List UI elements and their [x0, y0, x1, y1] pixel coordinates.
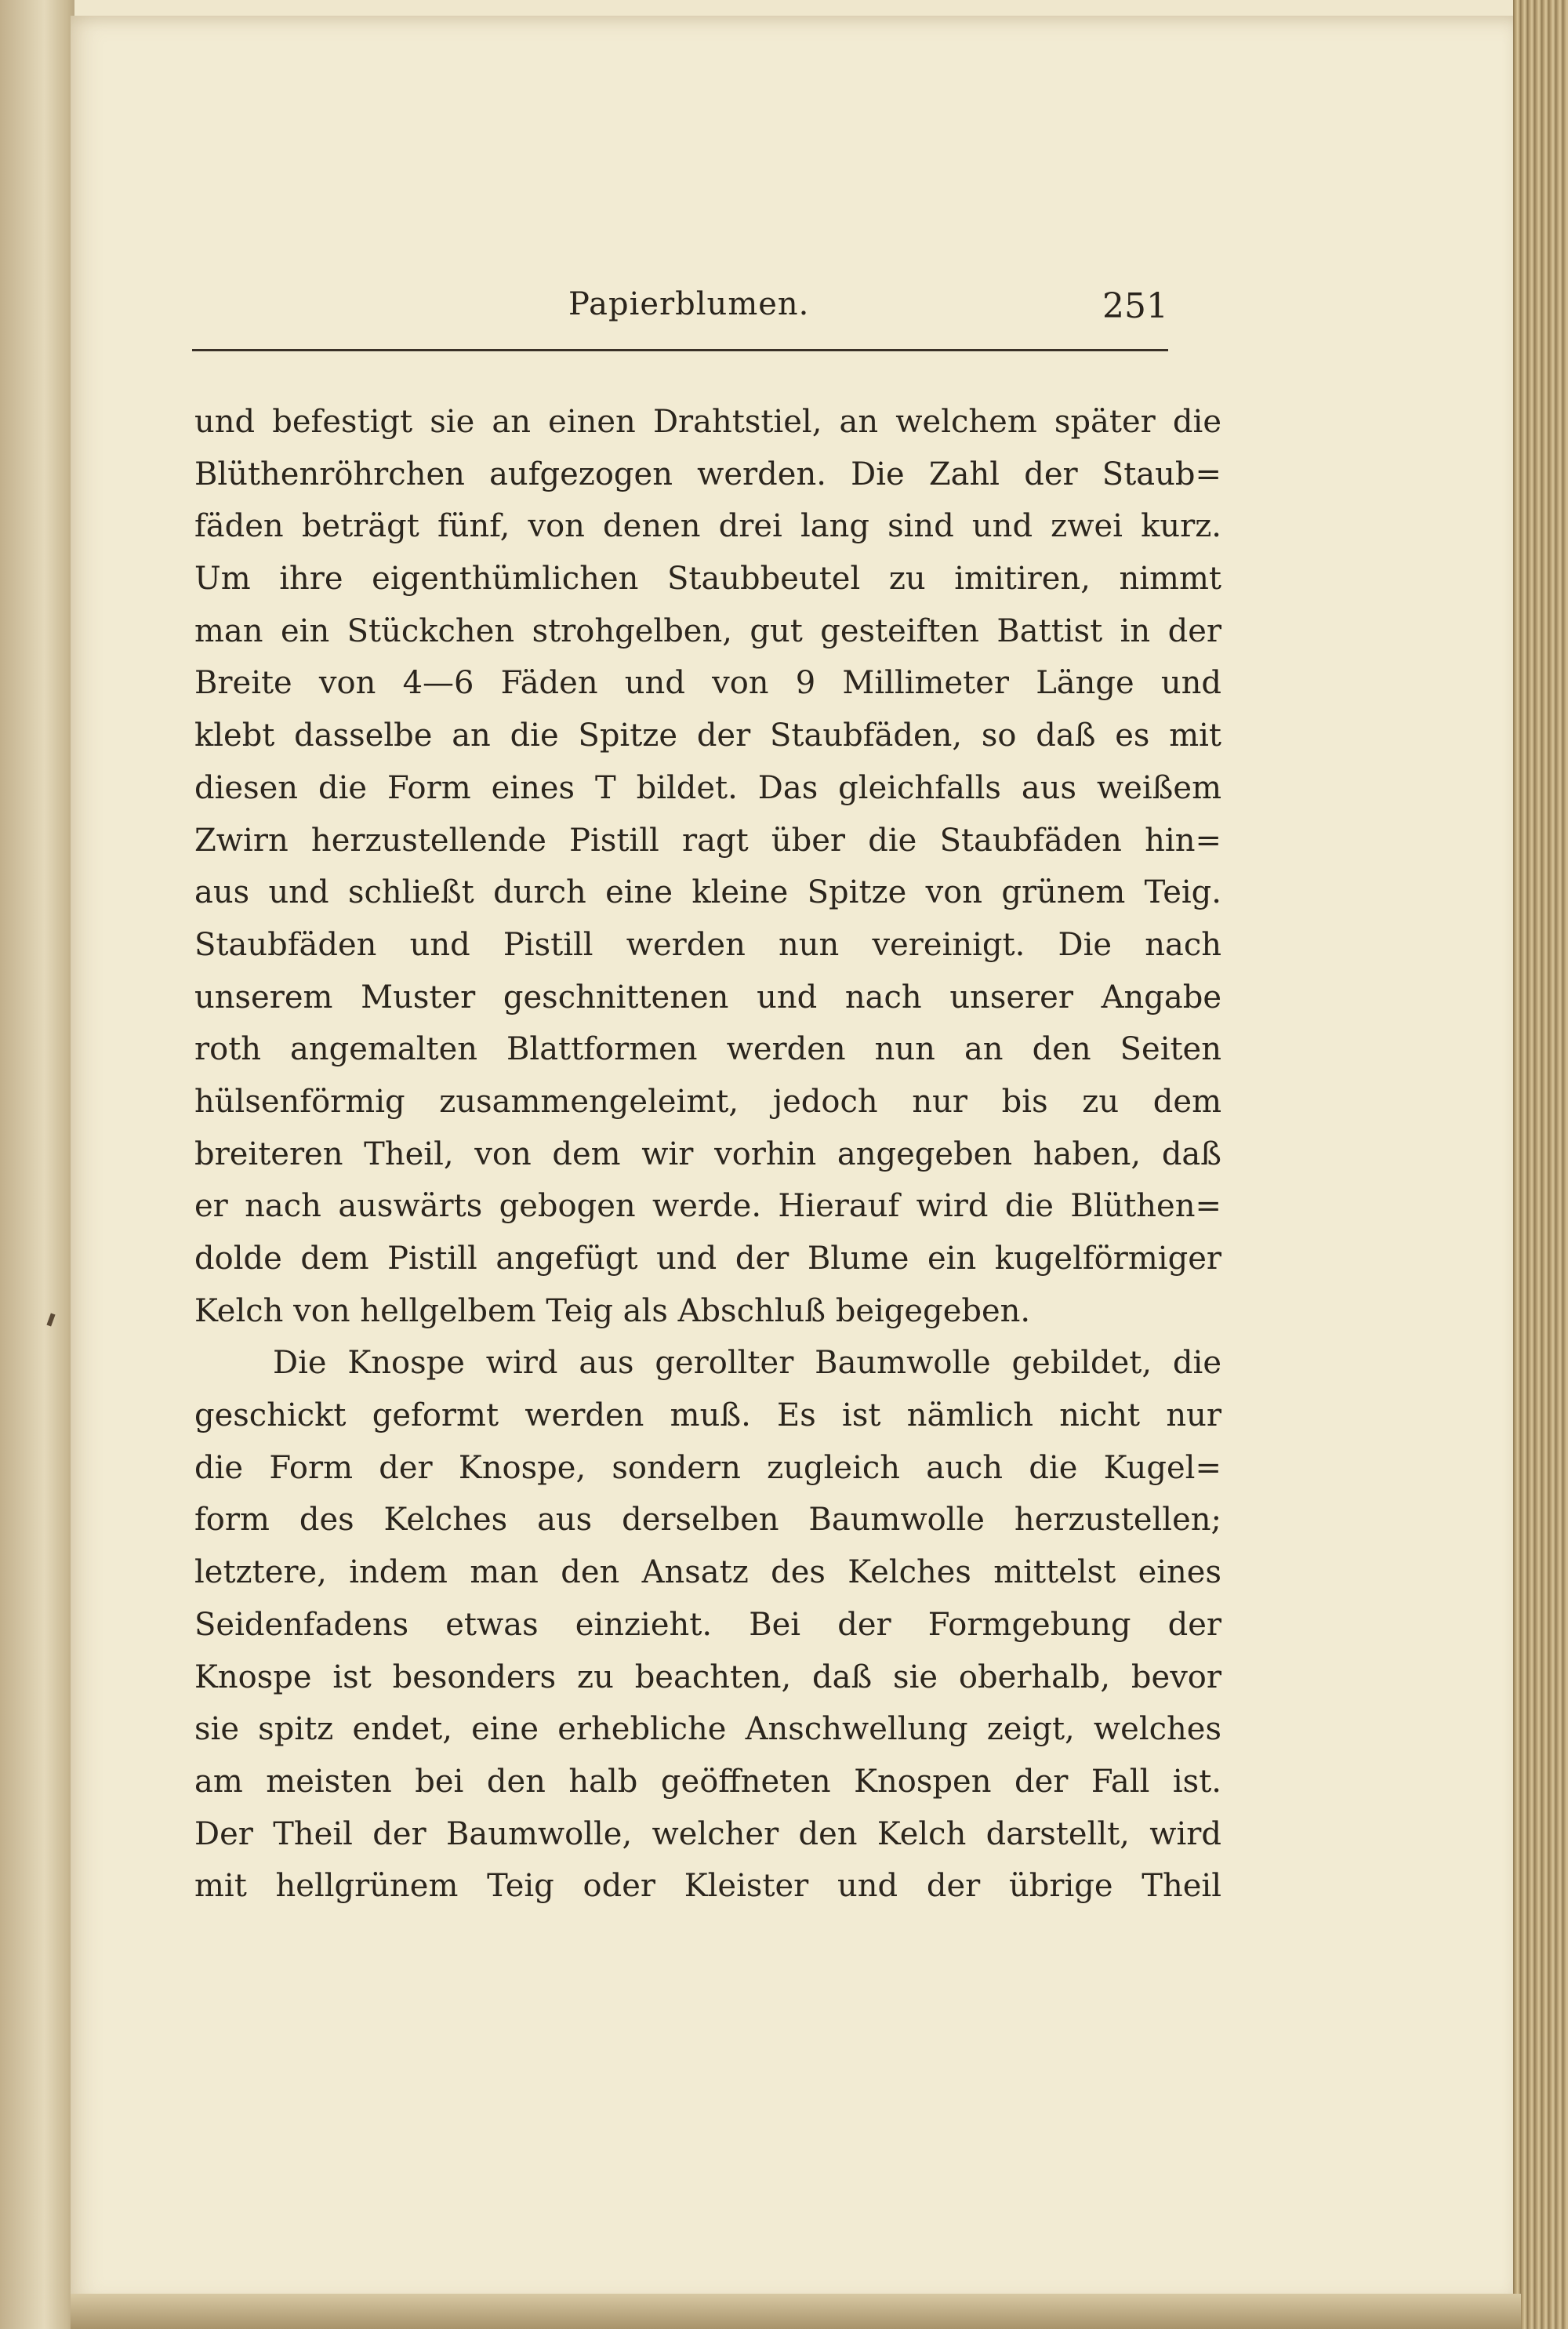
header-rule [192, 349, 1168, 351]
page-bottom-edge [71, 2294, 1521, 2329]
text-line: Blüthenröhrchen aufgezogen werden. Die Zahl der Staub= [194, 456, 1221, 492]
text-line: sie spitz endet, eine erhebliche Anschwellung zeigt, welches [194, 1711, 1221, 1748]
text-line: letztere, indem man den Ansatz des Kelches mittelst eines [194, 1554, 1221, 1591]
text-line: Die Knospe wird aus gerollter Baumwolle gebildet, die [273, 1345, 1221, 1382]
text-line: form des Kelches aus derselben Baumwolle herzustellen; [194, 1502, 1221, 1539]
previous-page-edge [0, 0, 74, 2329]
text-line: fäden beträgt fünf, von denen drei lang sind und zwei kurz. [194, 508, 1221, 545]
text-line: er nach auswärts gebogen werde. Hierauf wird die Blüthen= [194, 1188, 1221, 1225]
text-line: diesen die Form eines T bildet. Das gleichfalls aus weißem [194, 769, 1221, 806]
text-line: dolde dem Pistill angefügt und der Blume ein kugelförmiger [194, 1241, 1221, 1277]
text-line: Der Theil der Baumwolle, welcher den Kelch darstellt, wird [194, 1815, 1221, 1852]
running-title: Papierblumen. [568, 286, 810, 322]
body-text [194, 396, 1221, 1913]
text-line: mit hellgrünem Teig oder Kleister und der übrige Theil [194, 1868, 1221, 1905]
text-line: und befestigt sie an einen Drahtstiel, an welchem später die [194, 404, 1221, 440]
text-line: Um ihre eigenthümlichen Staubbeutel zu imitiren, nimmt [194, 561, 1221, 598]
text-line: aus und schließt durch eine kleine Spitze von grünem Teig. [194, 874, 1221, 911]
text-line: breiteren Theil, von dem wir vorhin angegeben haben, daß [194, 1135, 1221, 1172]
text-line: Knospe ist besonders zu beachten, daß sie oberhalb, bevor [194, 1659, 1221, 1695]
page-number: 251 [1102, 286, 1168, 326]
text-line: die Form der Knospe, sondern zugleich auch die Kugel= [194, 1449, 1221, 1486]
page-stack-edges [1513, 0, 1568, 2329]
text-line: unserem Muster geschnittenen und nach unserer Angabe [194, 979, 1221, 1016]
text-line: klebt dasselbe an die Spitze der Staubfäden, so daß es mit [194, 718, 1221, 754]
text-line: am meisten bei den halb geöffneten Knospen der Fall ist. [194, 1763, 1221, 1800]
text-line: roth angemalten Blattformen werden nun an den Seiten [194, 1031, 1221, 1068]
text-line: Zwirn herzustellende Pistill ragt über die Staubfäden hin= [194, 822, 1221, 859]
text-line: Staubfäden und Pistill werden nun vereinigt. Die nach [194, 926, 1221, 963]
text-line: Kelch von hellgelbem Teig als Abschluß beigegeben. [194, 1292, 1031, 1329]
text-line: man ein Stückchen strohgelben, gut gesteiften Battist in der [194, 612, 1221, 649]
text-line: Breite von 4—6 Fäden und von 9 Millimeter Länge und [194, 665, 1221, 702]
text-line: hülsenförmig zusammengeleimt, jedoch nur bis zu dem [194, 1083, 1221, 1120]
text-line: geschickt geformt werden muß. Es ist nämlich nicht nur [194, 1397, 1221, 1434]
text-line: Seidenfadens etwas einzieht. Bei der Formgebung der [194, 1606, 1221, 1643]
page-header [192, 286, 1168, 333]
